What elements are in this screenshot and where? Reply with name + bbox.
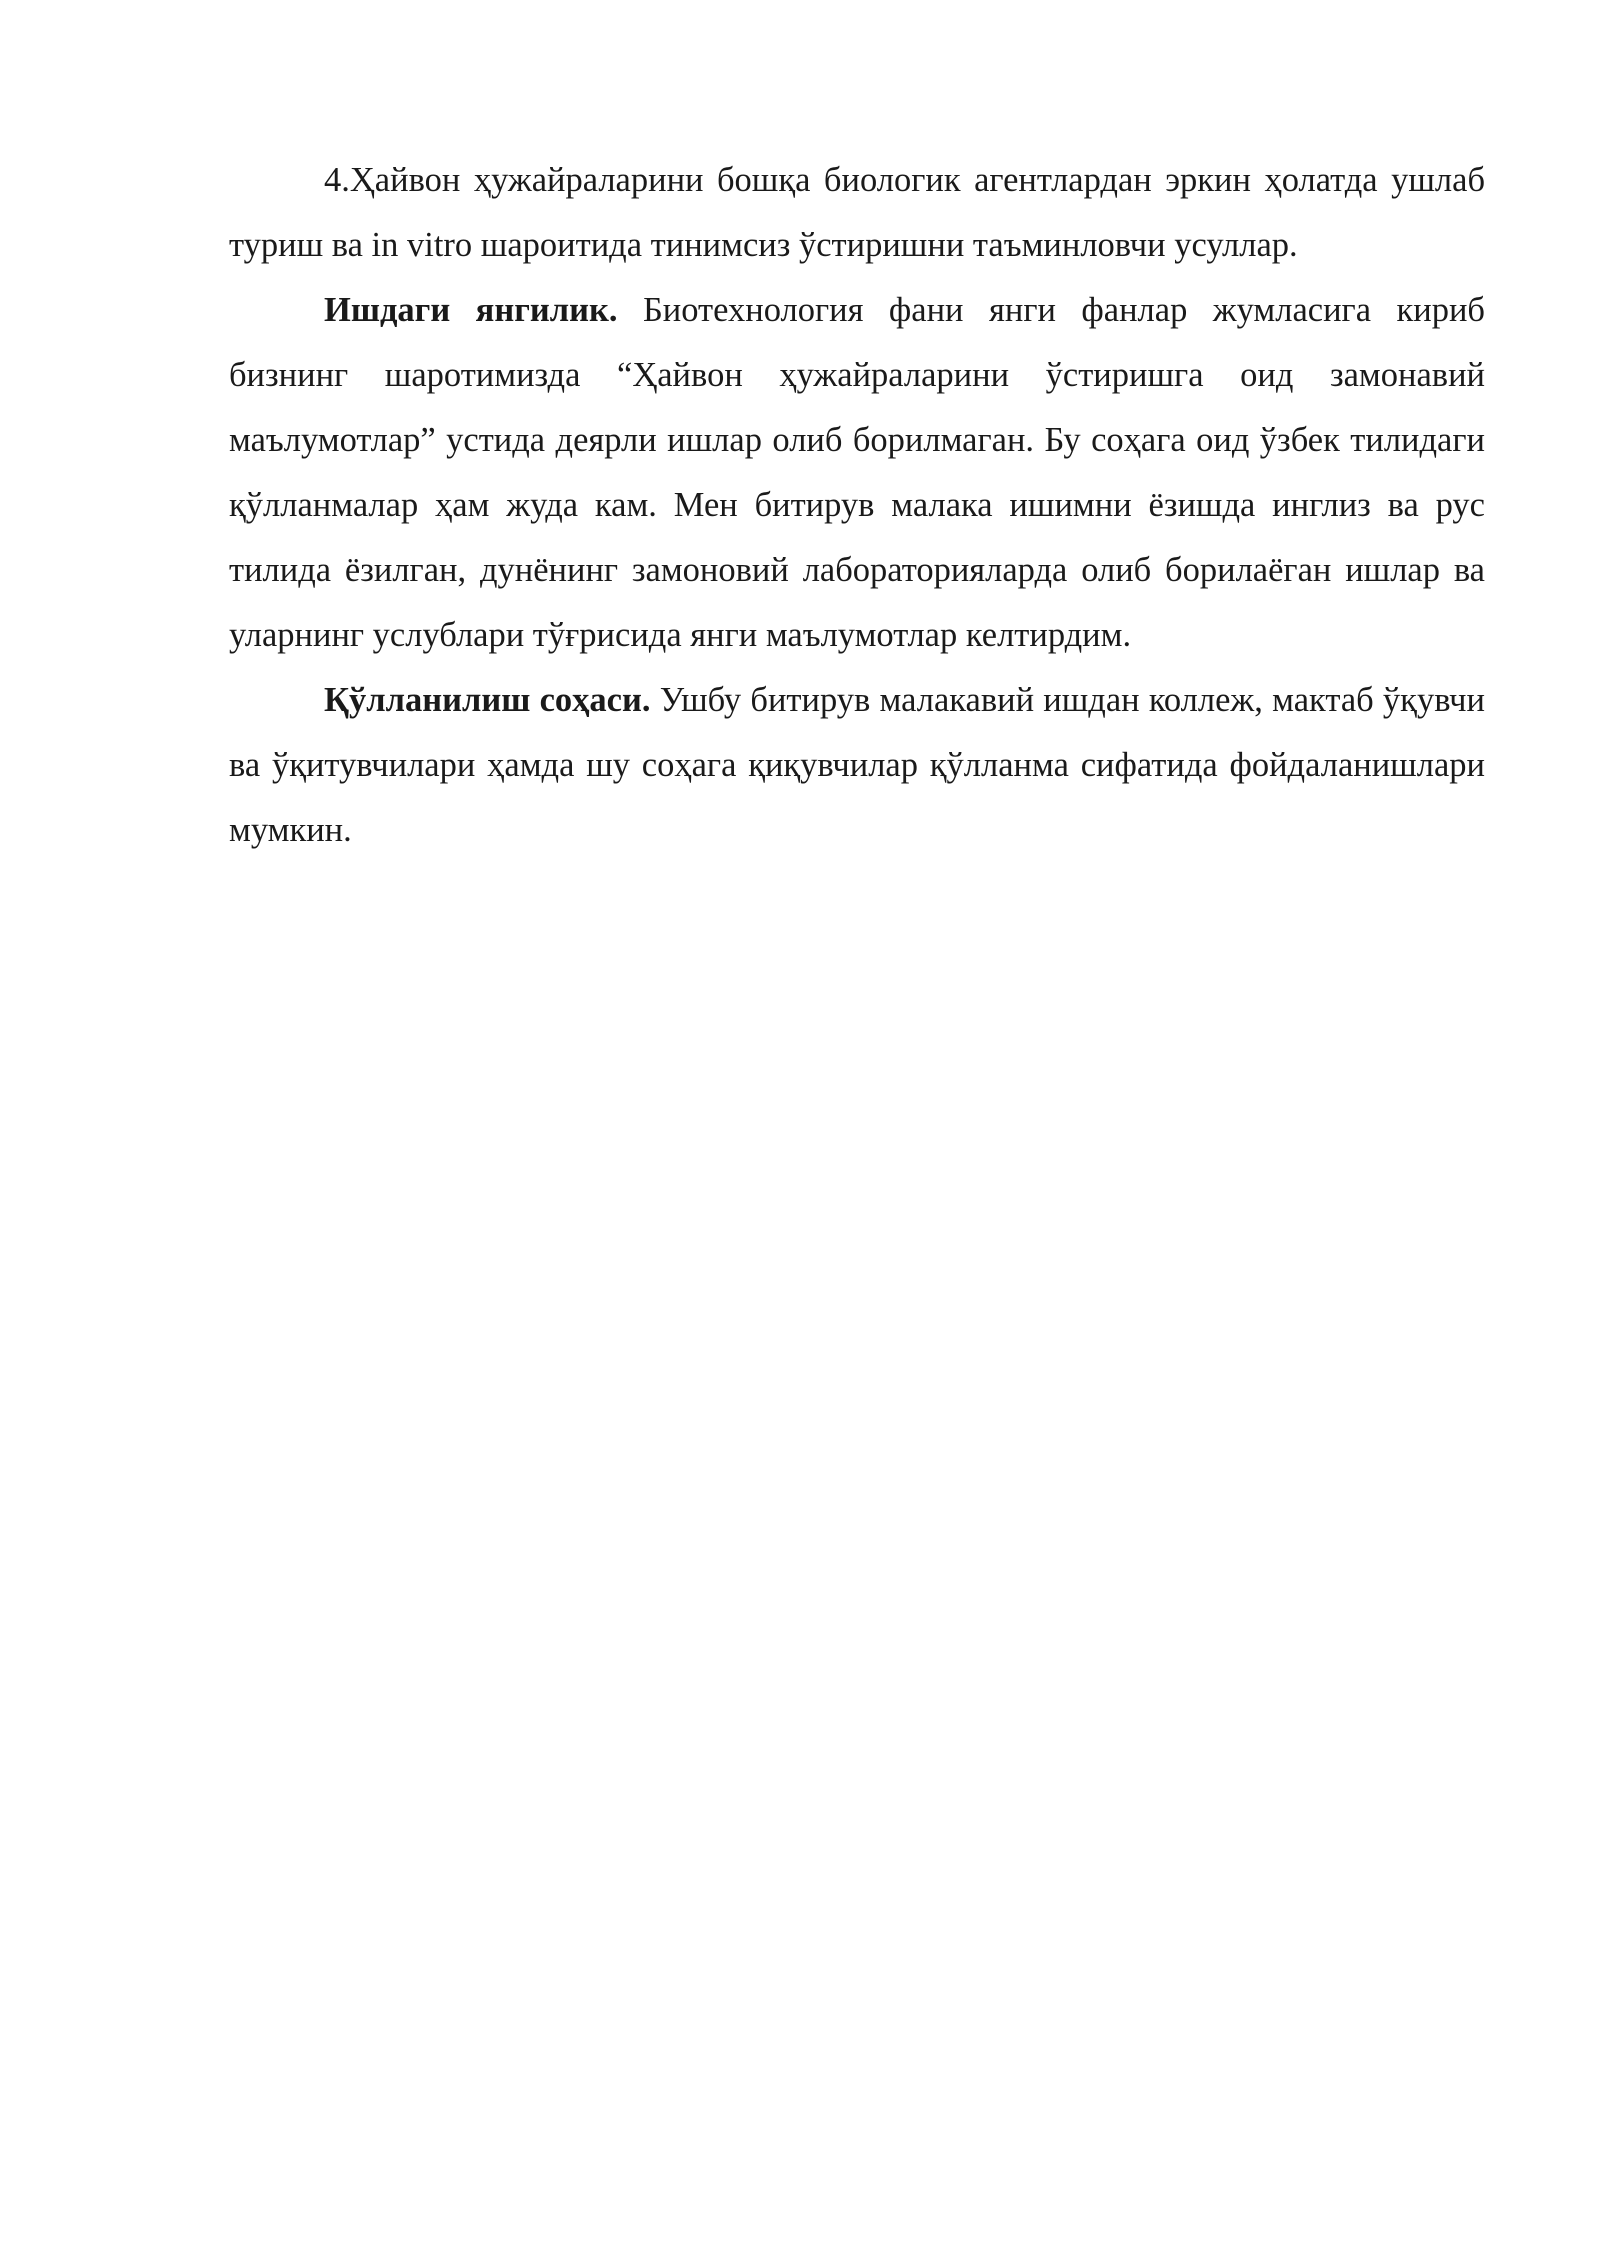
application-heading: Қўлланилиш соҳаси. [324,681,651,719]
body-text [229,148,1485,863]
paragraph-application [229,668,1485,863]
paragraph-methods [229,148,1485,278]
novelty-heading: Ишдаги янгилик. [324,291,618,329]
paragraph-novelty [229,278,1485,668]
paragraph-methods-text: 4.Ҳайвон ҳужайраларини бошқа биологик агентлардан эркин ҳолатда ушлаб туриш ва in vitro шароитида тинимсиз ўстиришни таъминловчи усуллар. [229,161,1485,264]
novelty-text: Биотехнология фани янги фанлар жумласига кириб бизнинг шаротимизда “Ҳайвон ҳужайраларини ўстиришга оид замонавий маълумотлар” устида деярли ишлар олиб борилмаган. Бу соҳага оид ўзбек тилидаги қўлланмалар ҳам жуда кам. Мен битирув малака ишимни ёзишда инглиз ва рус тилида ёзилган, дунёнинг замоновий лабораторияларда олиб борилаёган ишлар ва уларнинг услублари тўғрисида янги маълумотлар келтирдим. [229,291,1485,654]
application-text: Ушбу битирув малакавий ишдан коллеж, мактаб ўқувчи ва ўқитувчилари ҳамда шу соҳага қиқувчилар қўлланма сифатида фойдаланишлари мумкин. [229,681,1485,849]
